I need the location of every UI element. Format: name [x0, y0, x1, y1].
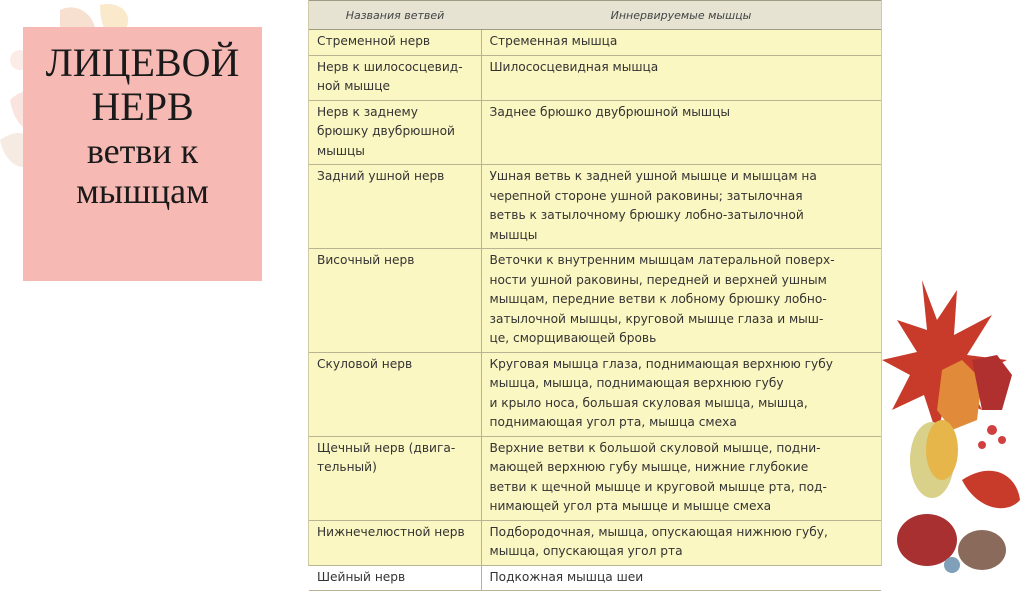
title-line-1: ЛИЦЕВОЙ	[45, 40, 240, 85]
branch-name: Шейный нерв	[317, 569, 406, 584]
title-box	[23, 27, 262, 281]
table-row	[309, 249, 881, 353]
header-branch-names: Названия ветвей	[309, 1, 481, 30]
muscle-list: Шилососцевидная мышца	[489, 59, 659, 74]
table-row	[309, 165, 881, 249]
table-row	[309, 352, 881, 436]
branch-name: Нижнечелюстной нерв	[317, 524, 465, 539]
table-row	[309, 100, 881, 165]
table-row	[309, 520, 881, 565]
table-row	[309, 30, 881, 56]
branch-name: Стременной нерв	[317, 34, 431, 48]
table-header-row	[309, 1, 881, 30]
muscle-list: Верхние ветви к большой скуловой мышце, подни- мающей верхнюю губу мышце, нижние глубокие ветви к щечной мышце и круговой мышце рта, под- нимающей угол рта мышце и мышце смеха	[489, 440, 827, 513]
muscle-list: Стременная мышца	[489, 34, 618, 48]
table-row	[309, 436, 881, 520]
header-innervated-muscles: Иннервируемые мышцы	[481, 1, 881, 30]
muscle-list: Круговая мышца глаза, поднимающая верхнюю губу мышца, мышца, поднимающая верхнюю губу и крыло носа, большая скуловая мышца, мышца, поднимающая угол рта, мышца смеха	[489, 356, 833, 429]
table-row	[309, 565, 881, 591]
subtitle-line-2: мышцам	[76, 171, 209, 211]
branch-name: Височный нерв	[317, 253, 415, 267]
autumn-leaves-right-decoration	[882, 260, 1024, 574]
muscle-list: Подбородочная, мышца, опускающая нижнюю губу, мышца, опускающая угол рта	[489, 524, 828, 558]
branch-name: Задний ушной нерв	[317, 169, 445, 183]
branch-name: Скуловой нерв	[317, 356, 413, 371]
branches-table	[309, 0, 881, 591]
muscle-list: Веточки к внутренним мышцам латеральной поверх- ности ушной раковины, передней и верхней ушным мышцам, передние ветви к лобному брюшку лобно- затылочной мышцы, круговой мышце глаза и мыш- це, сморщивающей бровь	[489, 253, 835, 345]
facial-nerve-branches-table	[308, 0, 882, 584]
branch-name: Щечный нерв (двига- тельный)	[317, 440, 456, 474]
table-row	[309, 55, 881, 100]
branch-name: Нерв к заднему брюшку двубрюшной мышцы	[317, 104, 455, 158]
muscle-list: Заднее брюшко двубрюшной мышцы	[489, 104, 730, 119]
branch-name: Нерв к шилососцевид- ной мышце	[317, 59, 463, 93]
muscle-list: Ушная ветвь к задней ушной мышце и мышцам на черепной стороне ушной раковины; затылочная ветвь к затылочному брюшку лобно-затылочной мышцы	[489, 169, 817, 242]
subtitle-line-1: ветви к	[86, 131, 199, 171]
title-line-2: НЕРВ	[91, 84, 194, 129]
muscle-list: Подкожная мышца шеи	[489, 569, 644, 584]
